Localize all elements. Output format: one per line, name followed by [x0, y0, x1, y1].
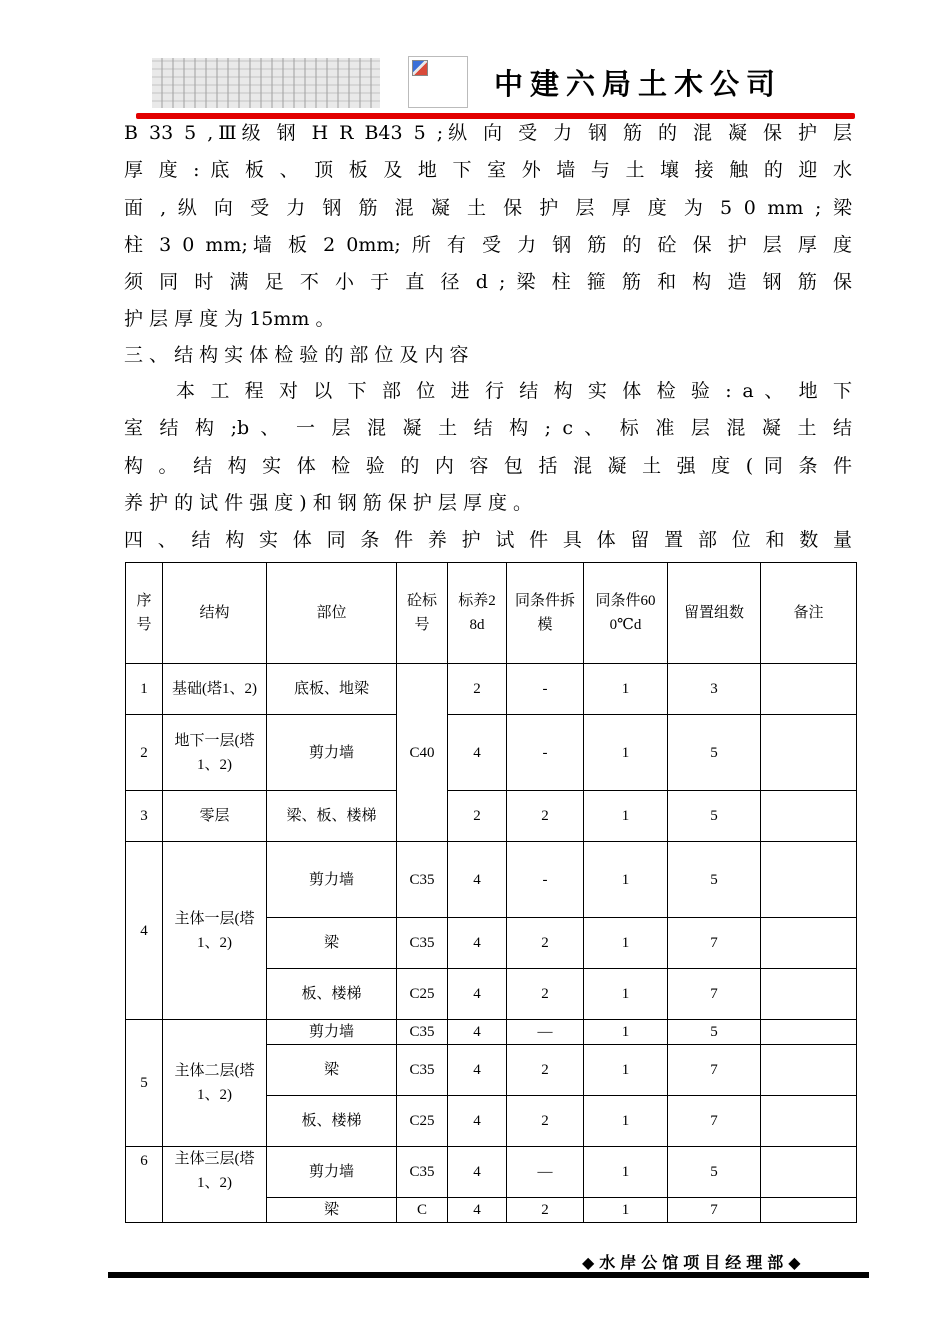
- company-name: 中建六局土木公司: [494, 67, 783, 101]
- cell-note: [761, 791, 857, 842]
- table-row: [126, 715, 857, 791]
- cell-seq: 4: [126, 842, 163, 1020]
- header-grade: 砼标号: [397, 563, 448, 664]
- cell-note: [761, 715, 857, 791]
- cell-grade: C25: [397, 1096, 448, 1147]
- cell-note: [761, 1045, 857, 1096]
- table-row: [126, 1020, 857, 1045]
- cell-demold: 2: [507, 918, 584, 969]
- cell-demold: 2: [507, 791, 584, 842]
- cell-note: [761, 918, 857, 969]
- cell-std28: 4: [448, 1147, 507, 1198]
- cell-groups: 7: [668, 1096, 761, 1147]
- header-groups: 留置组数: [668, 563, 761, 664]
- cell-groups: 5: [668, 1020, 761, 1045]
- header-std28: 标养28d: [448, 563, 507, 664]
- table-row: [126, 1147, 857, 1198]
- cell-grade: C35: [397, 918, 448, 969]
- heading-text: 四 、 结 构 实 体 同 条 件 养 护 试 件 具 体 留 置 部 位 和 数 量: [124, 529, 852, 551]
- cell-demold: —: [507, 1020, 584, 1045]
- cell-std28: 4: [448, 1096, 507, 1147]
- table-header-row: [126, 563, 857, 664]
- text-line: 养 护 的 试 件 强 度 ) 和 钢 筋 保 护 层 厚 度 。: [124, 491, 533, 514]
- cell-grade: C40: [397, 664, 448, 842]
- text-line: B 33 5 ,Ⅲ级 钢 H R B43 5 ;纵 向 受 力 钢 筋 的 混 凝 保 护 层: [124, 122, 852, 144]
- section-heading-4: [124, 522, 852, 559]
- cell-same600: 1: [584, 1096, 668, 1147]
- cell-groups: 5: [668, 715, 761, 791]
- cell-structure: 基础(塔1、2): [163, 664, 267, 715]
- cell-demold: 2: [507, 969, 584, 1020]
- logo-watermark-grid: [152, 58, 380, 108]
- text-line: 厚 度 : 底 板 、 顶 板 及 地 下 室 外 墙 与 土 壤 接 触 的 迎 水: [124, 159, 852, 182]
- cell-std28: 2: [448, 791, 507, 842]
- cell-std28: 4: [448, 1020, 507, 1045]
- cell-same600: 1: [584, 1045, 668, 1096]
- text-line: 本 工 程 对 以 下 部 位 进 行 结 构 实 体 检 验 : a 、 地 下: [176, 380, 852, 402]
- cell-grade: C35: [397, 1045, 448, 1096]
- cell-structure: 主体三层(塔1、2): [163, 1147, 267, 1223]
- cell-seq: 5: [126, 1020, 163, 1147]
- cell-part: 板、楼梯: [267, 969, 397, 1020]
- cell-seq: 3: [126, 791, 163, 842]
- footer-project-dept: ◆水岸公馆项目经理部◆: [582, 1253, 806, 1272]
- cell-note: [761, 1147, 857, 1198]
- cell-groups: 7: [668, 1045, 761, 1096]
- cell-part: 板、楼梯: [267, 1096, 397, 1147]
- cell-same600: 1: [584, 918, 668, 969]
- specimen-table: [125, 562, 857, 1223]
- cell-grade: C35: [397, 1020, 448, 1045]
- cell-seq: 1: [126, 664, 163, 715]
- cell-same600: 1: [584, 664, 668, 715]
- cell-structure: 主体二层(塔1、2): [163, 1020, 267, 1147]
- cell-groups: 3: [668, 664, 761, 715]
- cell-std28: 4: [448, 1045, 507, 1096]
- paragraph-inspection: [124, 373, 852, 522]
- cell-std28: 2: [448, 664, 507, 715]
- table-row: [126, 791, 857, 842]
- header-part: 部位: [267, 563, 397, 664]
- cell-grade: C25: [397, 969, 448, 1020]
- cell-note: [761, 1096, 857, 1147]
- cell-part: 梁: [267, 1045, 397, 1096]
- cell-demold: -: [507, 715, 584, 791]
- cell-grade: C35: [397, 842, 448, 918]
- cell-groups: 5: [668, 791, 761, 842]
- cell-structure: 地下一层(塔1、2): [163, 715, 267, 791]
- cell-groups: 5: [668, 842, 761, 918]
- cell-seq: 6: [126, 1147, 163, 1223]
- cell-groups: 7: [668, 1198, 761, 1223]
- cell-part: 梁、板、楼梯: [267, 791, 397, 842]
- header-demold: 同条件拆模: [507, 563, 584, 664]
- cell-part: 梁: [267, 918, 397, 969]
- cell-same600: 1: [584, 1020, 668, 1045]
- cell-structure: 零层: [163, 791, 267, 842]
- cell-groups: 7: [668, 918, 761, 969]
- cell-note: [761, 1198, 857, 1223]
- text-line: 柱 3 0 mm;墙 板 2 0mm; 所 有 受 力 钢 筋 的 砼 保 护 层 厚 度: [124, 233, 852, 256]
- cell-same600: 1: [584, 1198, 668, 1223]
- cell-std28: 4: [448, 969, 507, 1020]
- cell-same600: 1: [584, 715, 668, 791]
- cell-structure: 主体一层(塔1、2): [163, 842, 267, 1020]
- cell-part: 剪力墙: [267, 715, 397, 791]
- text-line: 室 结 构 ;b 、 一 层 混 凝 土 结 构 ; c 、 标 准 层 混 凝 土 结: [124, 417, 852, 440]
- cell-same600: 1: [584, 969, 668, 1020]
- header-structure: 结构: [163, 563, 267, 664]
- heading-text: 三 、 结 构 实 体 检 验 的 部 位 及 内 容: [124, 344, 469, 366]
- cell-std28: 4: [448, 1198, 507, 1223]
- cell-note: [761, 1020, 857, 1045]
- cell-demold: 2: [507, 1096, 584, 1147]
- cell-seq: 2: [126, 715, 163, 791]
- cell-demold: -: [507, 664, 584, 715]
- logo-image-box: [408, 56, 468, 108]
- header-note: 备注: [761, 563, 857, 664]
- cell-std28: 4: [448, 918, 507, 969]
- cell-part: 底板、地梁: [267, 664, 397, 715]
- image-placeholder-icon: [412, 60, 428, 76]
- cell-grade: C35: [397, 1147, 448, 1198]
- cell-groups: 7: [668, 969, 761, 1020]
- cell-same600: 1: [584, 842, 668, 918]
- table-row: [126, 842, 857, 918]
- section-heading-3: [124, 337, 852, 374]
- cell-same600: 1: [584, 791, 668, 842]
- table-row: [126, 664, 857, 715]
- cell-std28: 4: [448, 715, 507, 791]
- cell-note: [761, 969, 857, 1020]
- cell-same600: 1: [584, 1147, 668, 1198]
- cell-part: 剪力墙: [267, 1020, 397, 1045]
- cell-part: 梁: [267, 1198, 397, 1223]
- cell-part: 剪力墙: [267, 1147, 397, 1198]
- cell-demold: 2: [507, 1198, 584, 1223]
- text-line: 须 同 时 满 足 不 小 于 直 径 d ; 梁 柱 箍 筋 和 构 造 钢 筋 保: [124, 271, 852, 294]
- cell-part: 剪力墙: [267, 842, 397, 918]
- cell-groups: 5: [668, 1147, 761, 1198]
- cell-demold: -: [507, 842, 584, 918]
- text-line: 护 层 厚 度 为 15mm 。: [124, 308, 335, 331]
- cell-note: [761, 664, 857, 715]
- cell-std28: 4: [448, 842, 507, 918]
- paragraph-cover-thickness: [124, 115, 852, 339]
- header-seq: 序号: [126, 563, 163, 664]
- footer-black-rule: [108, 1272, 869, 1278]
- text-line: 面 , 纵 向 受 力 钢 筋 混 凝 土 保 护 层 厚 度 为 5 0 mm ; 梁: [124, 196, 852, 219]
- header-same600: 同条件600℃d: [584, 563, 668, 664]
- cell-demold: 2: [507, 1045, 584, 1096]
- cell-grade: C: [397, 1198, 448, 1223]
- cell-demold: —: [507, 1147, 584, 1198]
- text-line: 构 。 结 构 实 体 检 验 的 内 容 包 括 混 凝 土 强 度 ( 同 条 件: [124, 454, 852, 477]
- cell-note: [761, 842, 857, 918]
